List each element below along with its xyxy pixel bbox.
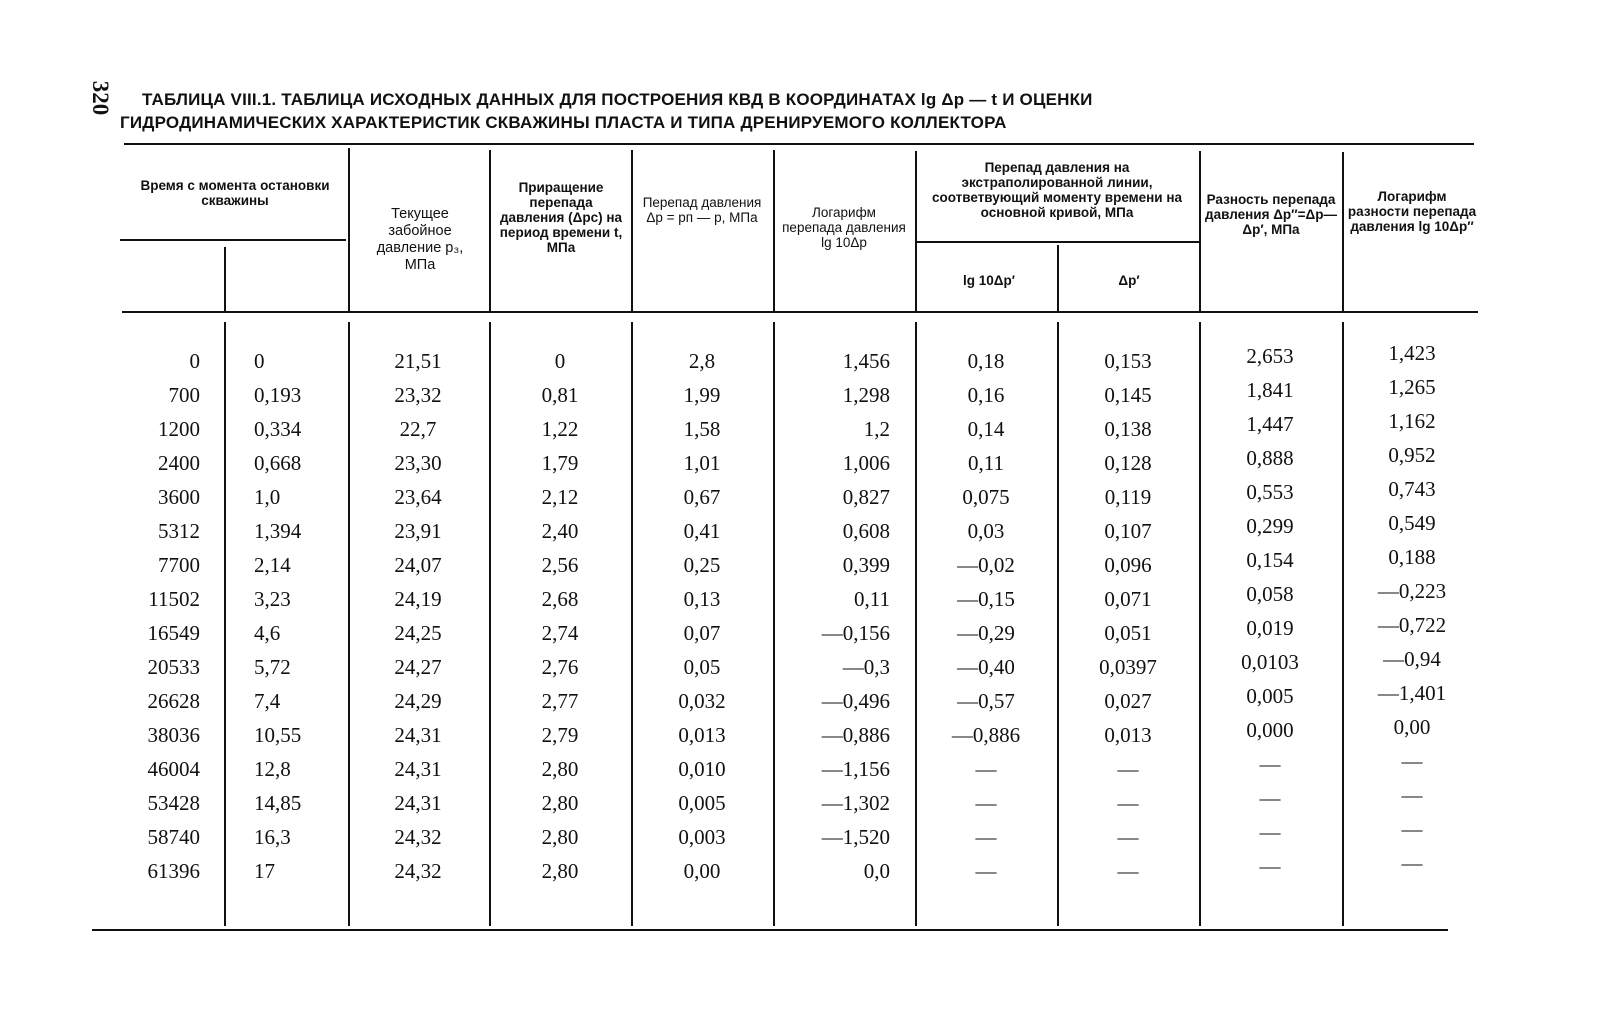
cell-extrap-dp: 0,051 xyxy=(1104,621,1152,645)
cell-diff: — xyxy=(1259,854,1281,878)
bottom-rule xyxy=(92,929,1448,931)
cell-log: 0,399 xyxy=(842,553,890,577)
caption-line-2: ГИДРОДИНАМИЧЕСКИХ ХАРАКТЕРИСТИК СКВАЖИНЫ ПЛАСТА И ТИПА ДРЕНИРУЕМОГО КОЛЛЕКТОРА xyxy=(120,113,1007,132)
cell-time-sec: 0 xyxy=(189,349,200,373)
cell-time-sec: 5312 xyxy=(158,519,200,543)
cell-drop: 0,13 xyxy=(683,587,721,611)
col-divider xyxy=(631,322,633,926)
cell-extrap-dp: 0,128 xyxy=(1104,451,1152,475)
cell-extrap-log: —0,02 xyxy=(957,553,1015,577)
cell-extrap-dp: 0,0397 xyxy=(1099,655,1157,679)
col-divider xyxy=(1342,322,1344,926)
cell-drop: 0,41 xyxy=(683,519,721,543)
cell-diff: 2,653 xyxy=(1246,344,1294,368)
cell-diff: 0,0103 xyxy=(1241,650,1299,674)
cell-time-sec: 61396 xyxy=(147,859,200,883)
cell-time-sec: 2400 xyxy=(158,451,200,475)
cell-drop: 0,25 xyxy=(683,553,721,577)
extrap-header-underline xyxy=(916,241,1200,243)
cell-time-hours: 16,3 xyxy=(254,825,291,849)
cell-extrap-dp: — xyxy=(1117,791,1139,815)
cell-increment: 2,56 xyxy=(541,553,579,577)
cell-log: 1,298 xyxy=(842,383,890,407)
cell-time-hours: 7,4 xyxy=(254,689,281,713)
header-increment: Приращение перепада давления (Δpc) на период времени t, МПа xyxy=(499,180,623,255)
cell-diff: — xyxy=(1259,786,1281,810)
cell-time-sec: 700 xyxy=(168,383,200,407)
cell-pressure: 24,32 xyxy=(394,859,442,883)
cell-pressure: 24,27 xyxy=(394,655,442,679)
cell-extrap-log: 0,03 xyxy=(967,519,1005,543)
cell-time-hours: 1,394 xyxy=(254,519,302,543)
cell-diff: 0,019 xyxy=(1246,616,1294,640)
cell-time-sec: 46004 xyxy=(147,757,200,781)
cell-log: —0,156 xyxy=(821,621,890,645)
col-divider xyxy=(631,150,633,311)
cell-diff-log: 1,423 xyxy=(1388,341,1436,365)
cell-log: —1,520 xyxy=(821,825,890,849)
cell-drop: 0,005 xyxy=(678,791,726,815)
col-divider xyxy=(1057,322,1059,926)
cell-log: 0,608 xyxy=(842,519,890,543)
cell-time-sec: 38036 xyxy=(147,723,200,747)
cell-diff-log: 0,00 xyxy=(1393,715,1431,739)
cell-extrap-dp: 0,153 xyxy=(1104,349,1152,373)
cell-extrap-log: —0,29 xyxy=(957,621,1015,645)
cell-time-hours: 0,668 xyxy=(254,451,302,475)
cell-diff: 0,005 xyxy=(1246,684,1294,708)
cell-diff-log: 0,188 xyxy=(1388,545,1436,569)
col-divider xyxy=(224,322,226,926)
header-diff-log: Логарифм разности перепада давления lg 10Δp′′ xyxy=(1347,189,1477,234)
cell-extrap-log: — xyxy=(975,757,997,781)
cell-log: 1,456 xyxy=(842,349,890,373)
cell-time-sec: 7700 xyxy=(158,553,200,577)
cell-extrap-log: —0,886 xyxy=(951,723,1021,747)
cell-log: —0,496 xyxy=(821,689,890,713)
cell-drop: 0,010 xyxy=(678,757,726,781)
col-divider xyxy=(773,322,775,926)
cell-drop: 0,05 xyxy=(683,655,721,679)
cell-extrap-log: —0,15 xyxy=(957,587,1015,611)
cell-pressure: 24,07 xyxy=(394,553,442,577)
col-divider xyxy=(1199,322,1201,926)
cell-log: —1,302 xyxy=(821,791,890,815)
cell-increment: 2,68 xyxy=(541,587,579,611)
cell-extrap-log: — xyxy=(975,791,997,815)
cell-time-hours: 1,0 xyxy=(254,485,281,509)
cell-pressure: 24,31 xyxy=(394,757,442,781)
cell-log: —0,3 xyxy=(842,655,890,679)
cell-extrap-dp: 0,107 xyxy=(1104,519,1152,543)
cell-drop: 0,07 xyxy=(683,621,721,645)
cell-extrap-dp: 0,138 xyxy=(1104,417,1152,441)
cell-extrap-log: 0,075 xyxy=(962,485,1010,509)
cell-diff-log: 0,743 xyxy=(1388,477,1436,501)
col-divider xyxy=(1199,151,1201,311)
cell-pressure: 23,91 xyxy=(394,519,442,543)
cell-extrap-dp: 0,145 xyxy=(1104,383,1152,407)
cell-diff-log: — xyxy=(1401,749,1423,773)
col-divider xyxy=(489,322,491,926)
cell-diff-log: — xyxy=(1401,783,1423,807)
cell-extrap-dp: — xyxy=(1117,859,1139,883)
cell-time-hours: 14,85 xyxy=(254,791,302,815)
col-divider xyxy=(224,247,226,311)
cell-extrap-dp: 0,013 xyxy=(1104,723,1152,747)
cell-drop: 1,99 xyxy=(683,383,721,407)
header-pressure: Текущее забойное давление p₃, МПа xyxy=(376,206,464,273)
cell-time-hours: 12,8 xyxy=(254,757,291,781)
cell-time-sec: 26628 xyxy=(147,689,200,713)
cell-time-sec: 53428 xyxy=(147,791,200,815)
cell-extrap-log: 0,11 xyxy=(968,451,1004,475)
cell-log: 1,2 xyxy=(863,417,890,441)
cell-diff: 0,058 xyxy=(1246,582,1294,606)
col-divider xyxy=(1342,152,1344,311)
cell-time-sec: 58740 xyxy=(147,825,200,849)
cell-extrap-log: 0,14 xyxy=(967,417,1005,441)
cell-diff: 0,000 xyxy=(1246,718,1294,742)
header-time: Время с момента остановки скважины xyxy=(140,178,330,208)
cell-increment: 2,79 xyxy=(541,723,579,747)
cell-increment: 2,80 xyxy=(541,791,579,815)
cell-time-hours: 17 xyxy=(254,859,275,883)
cell-time-hours: 0,193 xyxy=(254,383,302,407)
cell-log: 0,11 xyxy=(854,587,890,611)
cell-increment: 2,80 xyxy=(541,859,579,883)
col-divider xyxy=(915,151,917,311)
cell-diff-log: 0,952 xyxy=(1388,443,1436,467)
cell-diff: 1,447 xyxy=(1246,412,1294,436)
header-log: Логарифм перепада давления lg 10Δp xyxy=(782,205,906,250)
cell-log: 0,827 xyxy=(842,485,890,509)
header-diff: Разность перепада давления Δp′′=Δp—Δp′, МПа xyxy=(1205,192,1337,237)
cell-pressure: 24,29 xyxy=(394,689,442,713)
cell-extrap-log: —0,40 xyxy=(957,655,1015,679)
cell-time-hours: 2,14 xyxy=(254,553,291,577)
cell-extrap-log: 0,18 xyxy=(967,349,1005,373)
cell-pressure: 24,32 xyxy=(394,825,442,849)
cell-diff: 0,299 xyxy=(1246,514,1294,538)
cell-drop: 0,00 xyxy=(683,859,721,883)
cell-log: 1,006 xyxy=(842,451,890,475)
header-extrap: Перепад давления на экстраполированной линии, соответвующий моменту времени на основной кривой, МПа xyxy=(931,160,1183,220)
cell-pressure: 23,30 xyxy=(394,451,442,475)
header-drop: Перепад давления Δp = pп — p, МПа xyxy=(642,195,762,225)
cell-time-sec: 3600 xyxy=(158,485,200,509)
cell-increment: 2,12 xyxy=(541,485,579,509)
cell-diff-log: —1,401 xyxy=(1377,681,1447,705)
table-caption xyxy=(120,88,1500,134)
cell-pressure: 24,31 xyxy=(394,723,442,747)
cell-extrap-dp: 0,096 xyxy=(1104,553,1152,577)
cell-increment: 1,79 xyxy=(541,451,579,475)
cell-time-sec: 1200 xyxy=(158,417,200,441)
cell-diff-log: 1,162 xyxy=(1388,409,1436,433)
cell-drop: 0,032 xyxy=(678,689,726,713)
top-rule xyxy=(124,143,1474,145)
col-divider xyxy=(489,150,491,311)
cell-diff-log: — xyxy=(1401,851,1423,875)
cell-diff: 0,154 xyxy=(1246,548,1294,572)
cell-time-sec: 20533 xyxy=(147,655,200,679)
cell-time-hours: 5,72 xyxy=(254,655,291,679)
cell-log: —1,156 xyxy=(821,757,890,781)
cell-increment: 0,81 xyxy=(541,383,579,407)
cell-drop: 2,8 xyxy=(688,349,716,373)
cell-increment: 2,80 xyxy=(541,825,579,849)
cell-time-hours: 4,6 xyxy=(254,621,281,645)
cell-extrap-log: — xyxy=(975,825,997,849)
header-extrap-log: lg 10Δp′ xyxy=(963,273,1015,288)
cell-extrap-dp: 0,071 xyxy=(1104,587,1152,611)
cell-diff: 0,888 xyxy=(1246,446,1294,470)
cell-extrap-dp: — xyxy=(1117,825,1139,849)
col-divider xyxy=(348,148,350,311)
cell-extrap-dp: — xyxy=(1117,757,1139,781)
cell-drop: 1,01 xyxy=(683,451,721,475)
cell-increment: 2,76 xyxy=(541,655,579,679)
cell-increment: 2,80 xyxy=(541,757,579,781)
header-bottom-rule xyxy=(122,311,1478,313)
cell-increment: 2,40 xyxy=(541,519,579,543)
cell-pressure: 23,64 xyxy=(394,485,442,509)
cell-extrap-log: —0,57 xyxy=(957,689,1015,713)
cell-time-hours: 3,23 xyxy=(254,587,291,611)
cell-diff: — xyxy=(1259,820,1281,844)
cell-log: 0,0 xyxy=(863,859,890,883)
cell-time-sec: 11502 xyxy=(148,587,200,611)
cell-extrap-dp: 0,119 xyxy=(1104,485,1152,509)
cell-diff-log: 0,549 xyxy=(1388,511,1436,535)
cell-extrap-log: — xyxy=(975,859,997,883)
cell-log: —0,886 xyxy=(821,723,890,747)
cell-pressure: 24,19 xyxy=(394,587,442,611)
col-divider xyxy=(773,150,775,311)
cell-time-hours: 10,55 xyxy=(254,723,302,747)
cell-pressure: 23,32 xyxy=(394,383,442,407)
col-divider xyxy=(1057,245,1059,311)
cell-time-hours: 0 xyxy=(254,349,265,373)
cell-increment: 2,74 xyxy=(541,621,579,645)
cell-increment: 1,22 xyxy=(541,417,579,441)
header-extrap-dp: Δp′ xyxy=(1118,273,1140,288)
cell-pressure: 24,31 xyxy=(394,791,442,815)
cell-drop: 1,58 xyxy=(683,417,721,441)
col-divider xyxy=(915,322,917,926)
cell-increment: 0 xyxy=(554,349,566,373)
cell-diff: — xyxy=(1259,752,1281,776)
cell-diff-log: 1,265 xyxy=(1388,375,1436,399)
cell-increment: 2,77 xyxy=(541,689,579,713)
col-divider xyxy=(348,322,350,926)
cell-diff: 0,553 xyxy=(1246,480,1294,504)
cell-diff-log: —0,722 xyxy=(1377,613,1447,637)
cell-time-hours: 0,334 xyxy=(254,417,302,441)
cell-drop: 0,67 xyxy=(683,485,721,509)
cell-pressure: 24,25 xyxy=(394,621,442,645)
time-header-underline xyxy=(120,239,346,241)
cell-drop: 0,013 xyxy=(678,723,726,747)
cell-pressure: 21,51 xyxy=(394,349,442,373)
cell-diff-log: —0,223 xyxy=(1377,579,1447,603)
cell-extrap-log: 0,16 xyxy=(967,383,1005,407)
cell-pressure: 22,7 xyxy=(399,417,437,441)
caption-line-1: ТАБЛИЦА VIII.1. ТАБЛИЦА ИСХОДНЫХ ДАННЫХ ДЛЯ ПОСТРОЕНИЯ КВД В КООРДИНАТАХ lg Δp — t И ОЦЕНКИ xyxy=(142,90,1093,109)
cell-drop: 0,003 xyxy=(678,825,726,849)
cell-diff-log: — xyxy=(1401,817,1423,841)
cell-extrap-dp: 0,027 xyxy=(1104,689,1152,713)
cell-diff: 1,841 xyxy=(1246,378,1294,402)
cell-time-sec: 16549 xyxy=(147,621,200,645)
cell-diff-log: —0,94 xyxy=(1383,647,1441,671)
page-number: 320 xyxy=(88,80,113,116)
